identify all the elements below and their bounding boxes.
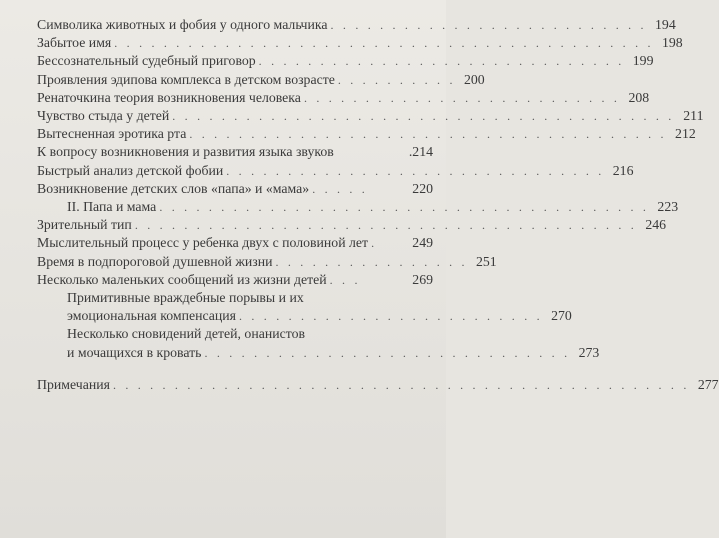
toc-entry [37,180,433,198]
toc-entry-title: К вопросу возникновения и развития языка звуков [37,144,334,160]
toc-entry [37,253,497,271]
leader-dots: . . . . . . . . . . . . . . . . . . . . . . . . . [239,309,543,324]
toc-entry-page: 220 [412,180,433,196]
toc-entry-title: Бессознательный судебный приговор [37,53,256,69]
toc-entry-page: 246 [645,217,667,233]
toc-entry-title: Мыслительный процесс у ребенка двух с половиной лет [37,235,369,251]
toc-entry [37,34,683,52]
toc-entry-title: Проявления эдипова комплекса в детском возрасте [37,71,335,87]
toc-entry-title: Быстрый анализ детской фобии [37,162,224,178]
toc-entry [37,71,485,89]
toc-entry-title: Время в подпороговой душевной жизни [37,253,273,269]
leader-dots: . [371,236,378,251]
leader-dots: . . . . . . . . . . . . . . . . . . . . . . . . . . . . . . . . . . . . . . . . . . . . [114,36,654,51]
toc-entry-title: Символика животных и фобия у одного мальчика [37,17,328,32]
leader-dots: . . . . . . . . . . . . . . . . . . . . . . . . . . . . . . . . . . . . . . . [189,127,667,142]
toc-entry [37,143,433,161]
toc-entry-title: Ренаточкина теория возникновения человека [37,89,301,105]
toc-entry-page: 194 [655,17,676,32]
leader-dots: . . . [329,272,361,287]
toc-entry-page: 198 [661,35,683,51]
toc-entry-title-line: Примитивные враждебные порывы и их [67,290,304,306]
toc-entry-title-line: эмоциональная компенсация [67,308,236,324]
leader-dots: . . . . . . . . . . . . . . . . . . . . . . . . . . . . . . . . . . . . . . . . . . . . . . . [112,377,690,392]
toc-entry-page: 200 [463,71,485,87]
toc-entry [37,107,704,125]
toc-entry-title: Чувство стыда у детей [37,108,170,124]
toc-entry-title: II. Папа и мама [67,199,157,215]
toc-entry-title-line: Несколько сновидений детей, онанистов [67,326,305,342]
leader-dots: . . . . . . . . . . . . . . . . [275,254,468,269]
toc-entry-title: Примечания [37,376,110,392]
leader-dots: . . . . . . . . . . [337,72,456,87]
toc-entry-title: Возникновение детских слов «папа» и «мама» [37,180,310,196]
toc-entry-last-line [67,307,572,325]
toc-entry-page: 216 [612,162,634,178]
toc-entry-page: 249 [412,235,433,251]
leader-dots: . . . . . . . . . . . . . . . . . . . . . . . . . . . . . . . . . . . . . . . . [159,200,650,215]
toc-entry-last-line [67,344,600,362]
toc-entry [37,162,634,180]
toc-entry [37,16,676,34]
leader-dots: . . . . . [312,181,369,196]
toc-entry-page: 273 [578,344,600,360]
toc-entry-title: Вытесненная эротика рта [37,126,187,142]
toc-entry [37,89,650,107]
leader-dots: . . . . . . . . . . . . . . . . . . . . . . . . . . . . . . . . . . . . . . . . . [172,109,675,124]
toc-entry-page: 269 [412,271,433,287]
toc-entry-page: 212 [675,126,696,142]
toc-entry-page: 211 [683,108,704,124]
toc-entry-title-line: и мочащихся в кровать [67,344,202,360]
leader-dots: . . . . . . . . . . . . . . . . . . . . . . . . . . . . . . [204,345,571,360]
section-gap [37,362,433,376]
toc-entry-page: .214 [408,144,433,160]
toc-entry-title: Несколько маленьких сообщений из жизни детей [37,271,327,287]
toc-entry [37,198,679,216]
leader-dots: . . . . . . . . . . . . . . . . . . . . . . . . . . [330,18,647,32]
toc-entry-page: 199 [632,53,654,69]
table-of-contents [37,16,719,394]
toc-entry [37,234,433,252]
toc-entry-title: Зрительный тип [37,217,132,233]
toc-entry [37,125,696,143]
leader-dots: . . . . . . . . . . . . . . . . . . . . . . . . . . . . . . . . . . . . . . . . . [134,218,638,233]
toc-entry [37,271,433,289]
toc-entry-page: 208 [628,89,650,105]
toc-entry-title: Забытое имя [37,35,112,51]
toc-entry-page: 223 [657,199,679,215]
leader-dots: . . . . . . . . . . . . . . . . . . . . . . . . . . . . . . . [226,163,605,178]
leader-dots: . . . . . . . . . . . . . . . . . . . . . . . . . . . . . . [258,54,625,69]
toc-subentry [67,289,572,325]
toc-entry-page: 251 [476,253,497,269]
toc-entry [37,52,654,70]
toc-entry-page: 270 [551,308,572,324]
leader-dots: . . . . . . . . . . . . . . . . . . . . . . . . . . [303,90,621,105]
toc-entry [37,376,719,394]
toc-entry [37,216,667,234]
toc-entry-page: 277 [697,376,719,392]
toc-subentry [67,325,600,361]
